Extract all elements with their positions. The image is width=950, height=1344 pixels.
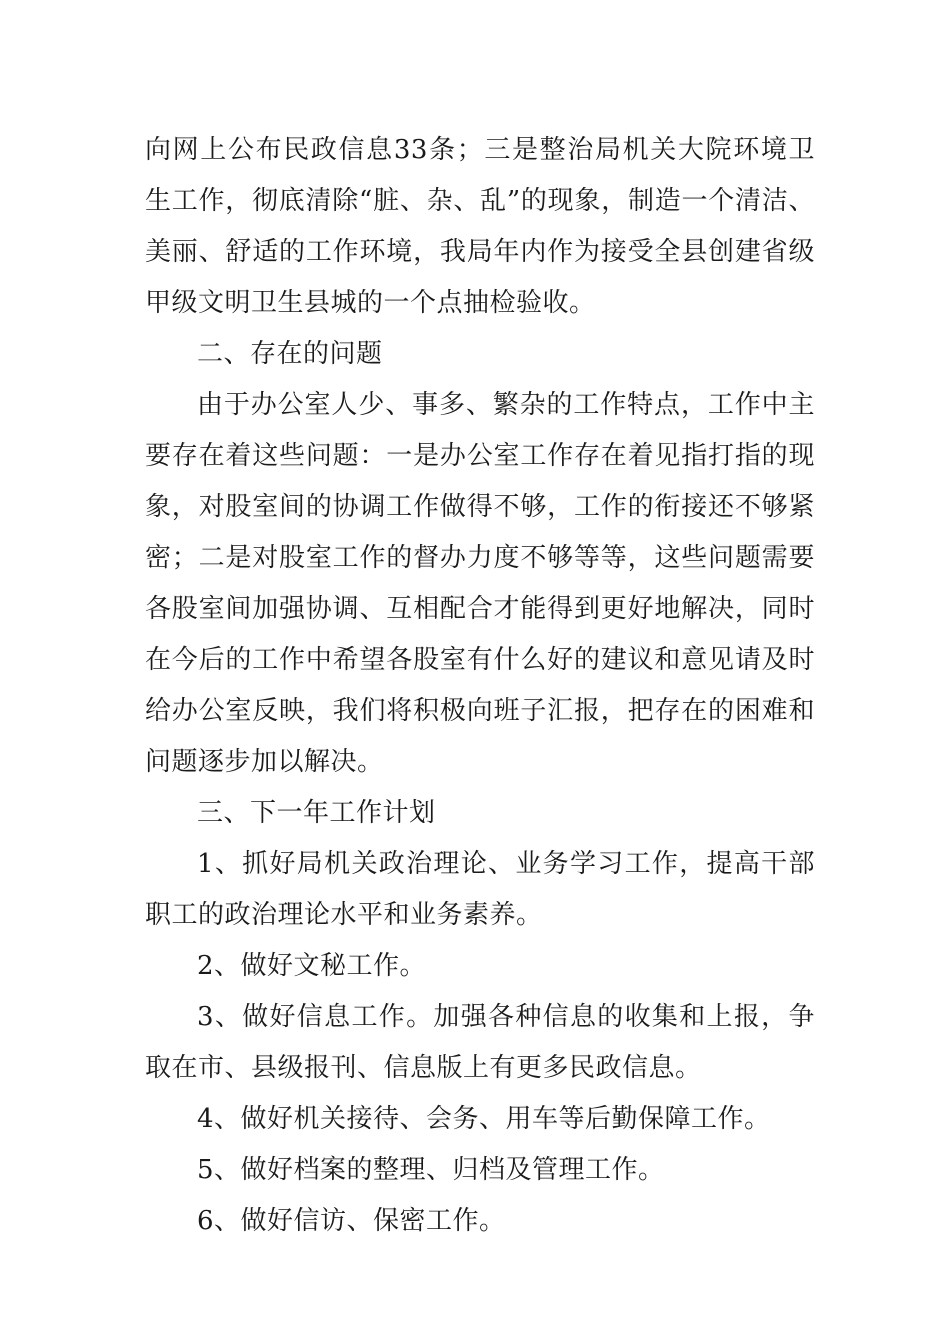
paragraph-continuation: 向网上公布民政信息33条；三是整治局机关大院环境卫生工作，彻底清除“脏、杂、乱”的现象，制造一个清洁、美丽、舒适的工作环境，我局年内作为接受全县创建省级甲级文明卫生县城的一个点抽检验收。 [145,135,815,318]
plan-item-5: 5、做好档案的整理、归档及管理工作。 [197,1155,665,1185]
document-body [145,125,815,1247]
paragraph-problems: 由于办公室人少、事多、繁杂的工作特点，工作中主要存在着这些问题：一是办公室工作存在着见指打指的现象，对股室间的协调工作做得不够，工作的衔接还不够紧密；二是对股室工作的督办力度不够等等，这些问题需要各股室间加强协调、互相配合才能得到更好地解决，同时在今后的工作中希望各股室有什么好的建议和意见请及时给办公室反映，我们将积极向班子汇报，把存在的困难和问题逐步加以解决。 [145,390,815,777]
plan-item-6: 6、做好信访、保密工作。 [197,1206,506,1236]
plan-item-2: 2、做好文秘工作。 [197,951,427,981]
section-heading-problems: 二、存在的问题 [197,339,383,369]
plan-item-1: 1、抓好局机关政治理论、业务学习工作，提高干部职工的政治理论水平和业务素养。 [145,849,815,930]
plan-item-4: 4、做好机关接待、会务、用车等后勤保障工作。 [197,1104,771,1134]
plan-item-3: 3、做好信息工作。加强各种信息的收集和上报，争取在市、县级报刊、信息版上有更多民政信息。 [145,1002,815,1083]
section-heading-plan: 三、下一年工作计划 [197,798,436,828]
